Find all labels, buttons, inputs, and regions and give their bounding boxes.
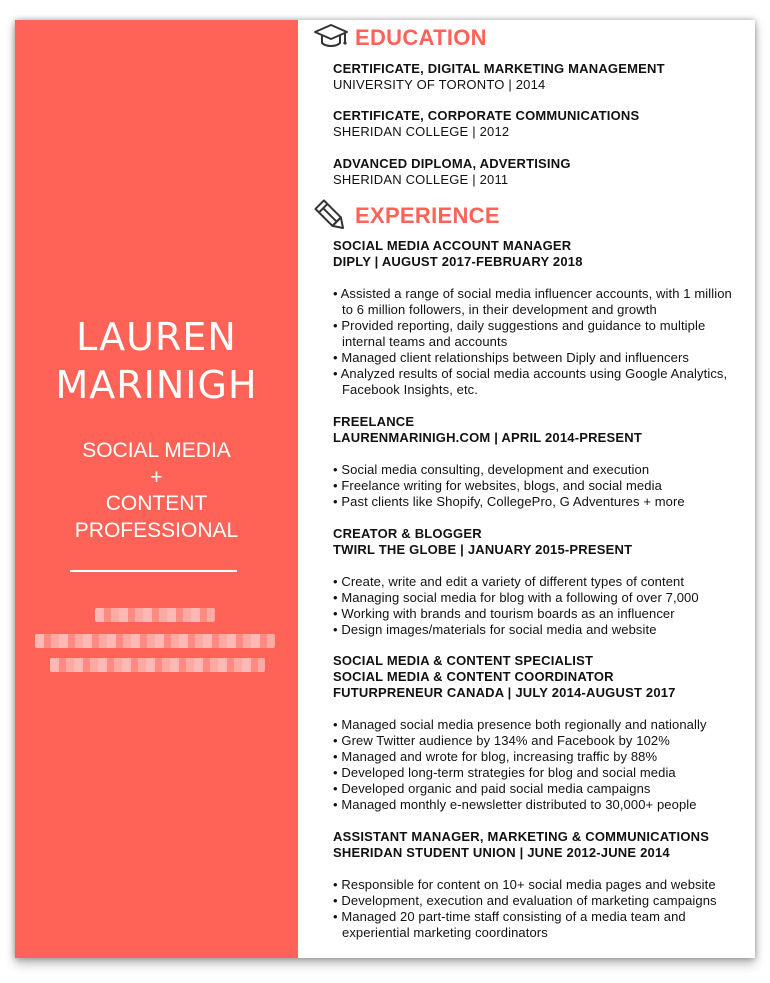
job-role: CREATOR & BLOGGER [333, 526, 482, 541]
professional-tagline [15, 438, 298, 544]
tagline-line: CONTENT [105, 492, 208, 515]
redacted-contact [50, 658, 265, 672]
job-role: SOCIAL MEDIA ACCOUNT MANAGER [333, 238, 572, 253]
education-header [313, 20, 487, 56]
job-bullets [333, 877, 743, 941]
job-company: SHERIDAN STUDENT UNION | JUNE 2012-JUNE 2014 [333, 845, 670, 860]
bullet-item: • Provided reporting, daily suggestions and guidance to multiple internal teams and accounts [333, 318, 743, 350]
bullet-item: • Grew Twitter audience by 134% and Facebook by 102% [333, 733, 743, 749]
pencil-icon [313, 198, 349, 234]
education-item [333, 156, 743, 188]
resume-page [15, 20, 755, 958]
school: SHERIDAN COLLEGE | 2011 [333, 172, 509, 187]
tagline-line: PROFESSIONAL [74, 518, 239, 542]
name-last: MARINIGH [55, 363, 258, 407]
redacted-contact [35, 634, 275, 648]
bullet-item: • Development, execution and evaluation of marketing campaigns [333, 893, 743, 909]
degree: CERTIFICATE, CORPORATE COMMUNICATIONS [333, 108, 640, 123]
education-item [333, 61, 743, 93]
job-entry [333, 414, 743, 510]
job-bullets [333, 574, 743, 638]
redacted-contact [95, 608, 215, 622]
job-entry [333, 526, 743, 638]
job-bullets [333, 462, 743, 510]
graduation-cap-icon [313, 20, 349, 56]
job-entry [333, 653, 743, 813]
job-bullets [333, 717, 743, 813]
section-title-experience: EXPERIENCE [355, 203, 500, 228]
job-bullets [333, 286, 743, 398]
degree: CERTIFICATE, DIGITAL MARKETING MANAGEMENT [333, 61, 665, 76]
job-entry [333, 829, 743, 941]
bullet-item: • Developed organic and paid social media campaigns [333, 781, 743, 797]
job-role: ASSISTANT MANAGER, MARKETING & COMMUNICATIONS [333, 829, 710, 844]
job-company: DIPLY | AUGUST 2017-FEBRUARY 2018 [333, 254, 583, 269]
bullet-item: • Past clients like Shopify, CollegePro, G Adventures + more [333, 494, 743, 510]
bullet-item: • Managed and wrote for blog, increasing traffic by 88% [333, 749, 743, 765]
degree: ADVANCED DIPLOMA, ADVERTISING [333, 156, 571, 171]
bullet-item: • Design images/materials for social media and website [333, 622, 743, 638]
bullet-item: • Responsible for content on 10+ social media pages and website [333, 877, 743, 893]
sidebar [15, 20, 298, 958]
job-company: FUTURPRENEUR CANADA | JULY 2014-AUGUST 2017 [333, 685, 676, 700]
bullet-item: • Create, write and edit a variety of different types of content [333, 574, 743, 590]
sidebar-divider [70, 570, 237, 572]
education-item [333, 108, 743, 140]
experience-header [313, 198, 500, 234]
school: UNIVERSITY OF TORONTO | 2014 [333, 77, 546, 92]
tagline-line: SOCIAL MEDIA [82, 439, 231, 462]
tagline-line: + [150, 465, 163, 489]
bullet-item: • Managing social media for blog with a following of over 7,000 [333, 590, 743, 606]
bullet-item: • Analyzed results of social media accounts using Google Analytics, Facebook Insights, etc. [333, 366, 743, 398]
school: SHERIDAN COLLEGE | 2012 [333, 124, 510, 139]
bullet-item: • Working with brands and tourism boards as an influencer [333, 606, 743, 622]
bullet-item: • Managed social media presence both regionally and nationally [333, 717, 743, 733]
job-role: FREELANCE [333, 414, 415, 429]
bullet-item: • Assisted a range of social media influencer accounts, with 1 million to 6 million followers, in their development and growth [333, 286, 743, 318]
bullet-item: • Social media consulting, development and execution [333, 462, 743, 478]
bullet-item: • Freelance writing for websites, blogs, and social media [333, 478, 743, 494]
bullet-item: • Managed monthly e-newsletter distributed to 30,000+ people [333, 797, 743, 813]
bullet-item: • Developed long-term strategies for blog and social media [333, 765, 743, 781]
section-title-education: EDUCATION [355, 25, 487, 50]
job-entry [333, 238, 743, 398]
job-role: SOCIAL MEDIA & CONTENT SPECIALIST [333, 653, 594, 668]
job-role-secondary: SOCIAL MEDIA & CONTENT COORDINATOR [333, 669, 614, 684]
job-company: TWIRL THE GLOBE | JANUARY 2015-PRESENT [333, 542, 633, 557]
job-company: LAURENMARINIGH.COM | APRIL 2014-PRESENT [333, 430, 643, 445]
bullet-item: • Managed 20 part-time staff consisting of a media team and experiential marketing coordinators [333, 909, 743, 941]
candidate-name [15, 313, 298, 409]
bullet-item: • Managed client relationships between Diply and influencers [333, 350, 743, 366]
name-first: LAUREN [76, 315, 237, 359]
